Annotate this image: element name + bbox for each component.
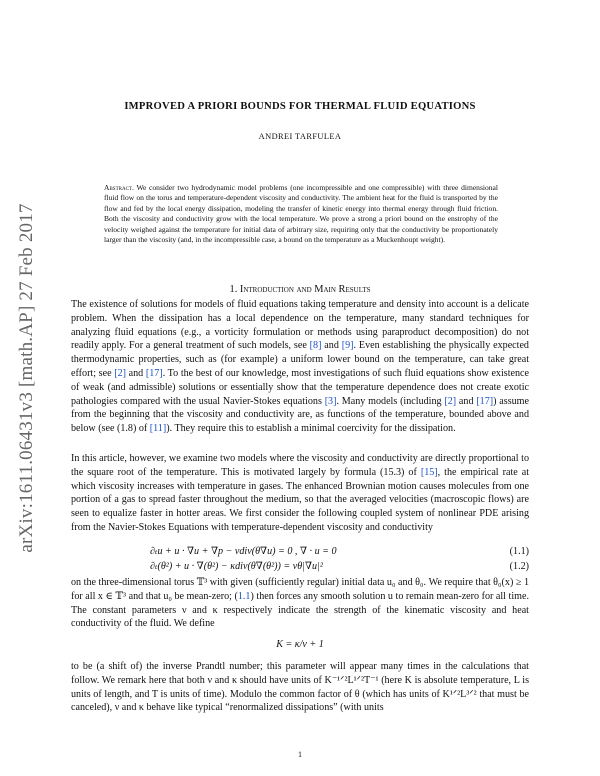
equation-body: ∂ₜ(θ²) + u · ∇(θ²) − κdiv(θ∇(θ²)) = νθ|∇u|² <box>150 561 323 572</box>
section-heading <box>0 284 600 295</box>
abstract <box>104 183 498 245</box>
page-number: 1 <box>298 750 302 759</box>
text-run: ). They require this to establish a minimal coercivity for the dissipation. <box>166 423 456 435</box>
text-run: . Even establishing the physically expected thermodynamic properties, such as (for example) a uniform lower bound on the temperature, can take great effort; see <box>71 340 529 379</box>
equation-ref-link[interactable]: 1.1 <box>237 590 251 602</box>
paragraph-motivation <box>71 452 529 535</box>
arxiv-sidebar <box>14 168 40 588</box>
citation-link[interactable]: [8] <box>309 340 322 352</box>
text-run: ) then forces any smooth solution u to remain mean-zero for all time. The constant parameters ν and κ respectively indicate the strength of the kinematic viscosity and heat conductivity of the fluid. We define <box>71 590 529 630</box>
abstract-label: Abstract. <box>104 183 134 192</box>
citation-link[interactable]: [11] <box>149 423 167 435</box>
text-run: on the three-dimensional torus 𝕋³ with given (sufficiently regular) initial data u₀ and θ₀. We require that θ₀(x) ≥ 1 for all x ∈ 𝕋³ and that u₀ be mean-zero; ( <box>71 577 529 602</box>
citation-link[interactable]: [17] <box>145 367 163 379</box>
arxiv-identifier: arXiv:1611.06431v3 [math.AP] 27 Feb 2017 <box>16 203 37 553</box>
text-run: , the empirical rate at which viscosity increases with temperature in gases. The enhanced Brownian motion causes molecules from one portion of a gas to spread faster throughout the medium, so that the averaged velocities (macroscopic flows) are seen to equalize faster in hotter areas. We first consider the following coupled system of nonlinear PDE arising from the Navier-Stokes Equations with temperature-dependent viscosity and conductivity <box>71 466 529 533</box>
citation-link[interactable]: [2] <box>444 395 457 407</box>
definition-equation: K = κ/ν + 1 <box>276 639 324 650</box>
text-run: and <box>321 340 342 352</box>
text-run: . Many models (including <box>336 395 445 407</box>
text-run: and <box>456 395 477 407</box>
paragraph-prandtl: to be (a shift of) the inverse Prandtl number; this parameter will appear many times in the calculations that follow. We remark here that both ν and κ should have units of K⁻¹ᐟ²L¹ᐟ²T⁻¹ (here K is absolute temperature, L is units of length, and T is units of time). Modulo the common factor of θ (which has units of K¹ᐟ²L³ᐟ² that must be canceled), ν and κ behave like typical “renormalized dissipations” (with units <box>71 661 529 714</box>
text-run: In this article, however, we examine two models where the viscosity and conductivity are directly proportional to the square root of the temperature. This is motivated largely by formula (15.3) of <box>71 453 529 478</box>
paper-title: IMPROVED A PRIORI BOUNDS FOR THERMAL FLUID EQUATIONS <box>124 101 476 112</box>
section-title: 1. Introduction and Main Results <box>229 284 371 295</box>
citation-link[interactable]: [17] <box>476 395 494 407</box>
equation-number: (1.1) <box>509 546 529 557</box>
citation-link[interactable]: [2] <box>114 367 126 379</box>
abstract-text: We consider two hydrodynamic model problems (one incompressible and one compressible) with three dimensional fluid flow on the torus and temperature-dependent viscosity and conductivity. The ambient heat for the fluid is transported by the flow and fed by the local energy dissipation, modeling the transfer of kinetic energy into thermal energy through fluid friction. Both the viscosity and conductivity grow with the local temperature. We prove a strong a priori bound on the enstrophy of the velocity weighed against the temperature for initial data of arbitrary size, requiring only that the conductivity be proportionately larger than the viscosity (and, in the incompressible case, a bound on the temperature as a Muckenhoupt weight). <box>104 183 498 245</box>
text-run: The existence of solutions for models of fluid equations taking temperature and density into account is a delicate problem. When the dissipation has a local dependence on the temperature, many standard techniques for analyzing fluid equations (e.g., a vorticity formulation or methods using paraproduct decomposition) do not readily apply. For a general treatment of such models, see <box>71 299 529 352</box>
paragraph-setup <box>71 576 529 631</box>
paper-author: ANDREI TARFULEA <box>258 132 342 141</box>
text-run: . To the best of our knowledge, most investigations of such fluid equations show existence of weak (and admissible) solutions or essentially show that the temperature dependence does not create exotic pathologies compared with the usual Navier-Stokes equations <box>71 367 529 407</box>
equation-number: (1.2) <box>509 561 529 572</box>
citation-link[interactable]: [3] <box>324 395 337 407</box>
paragraph-existence <box>71 298 529 436</box>
citation-link[interactable]: [9] <box>341 340 354 352</box>
text-run: ) assume from the beginning that the viscosity and conductivity are, as functions of the temperature, bounded above and below (see (1.8) of <box>71 395 530 435</box>
equation-body: ∂ₜu + u · ∇u + ∇p − νdiv(θ∇u) = 0 , ∇ · u = 0 <box>150 546 337 557</box>
text-run: and <box>126 367 146 379</box>
citation-link[interactable]: [15] <box>420 466 438 478</box>
